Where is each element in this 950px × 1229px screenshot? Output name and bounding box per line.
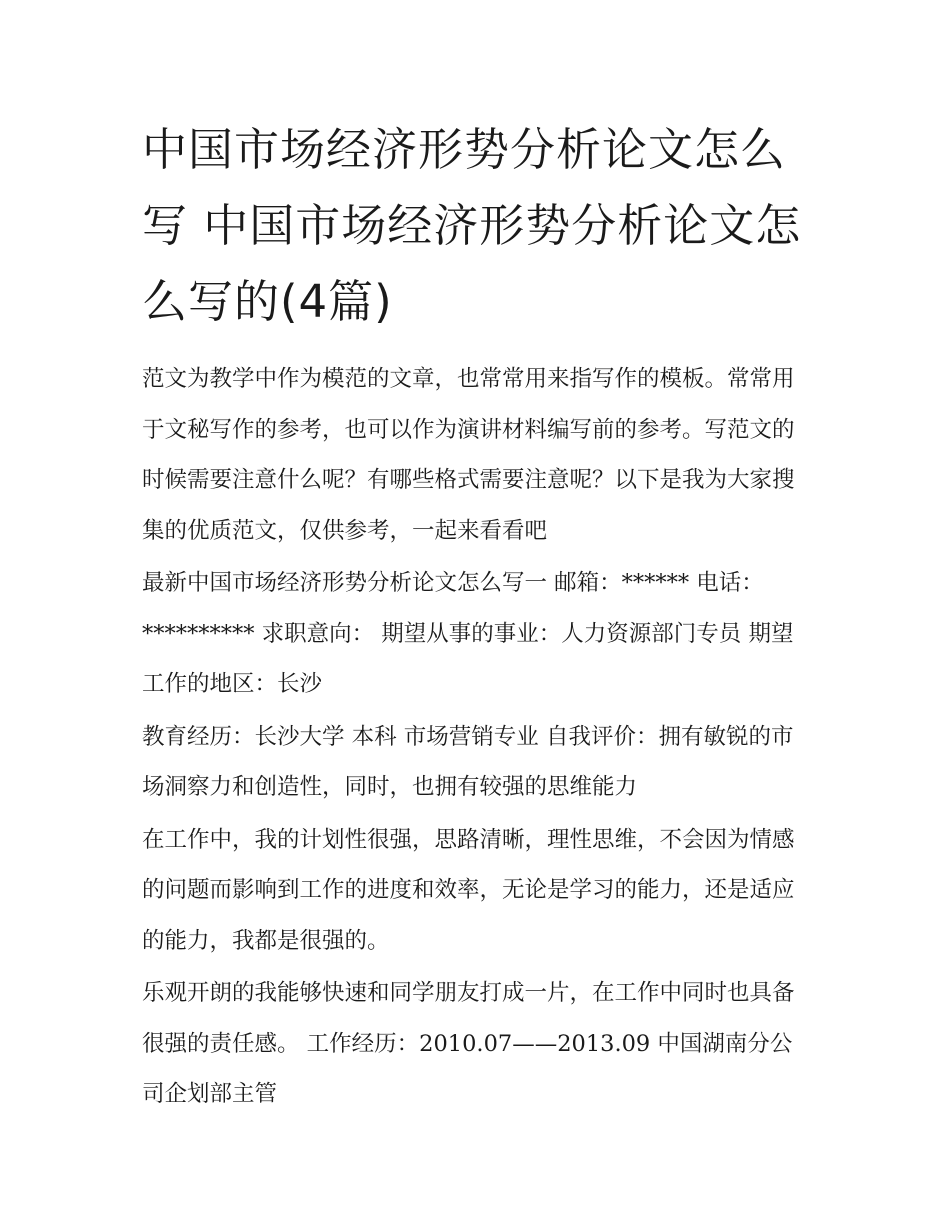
document-title: 中国市场经济形势分析论文怎么写 中国市场经济形势分析论文怎么写的(4篇) [142,123,802,328]
work-style-paragraph: 在工作中，我的计划性很强，思路清晰，理性思维，不会因为情感的问题而影响到工作的进度和效率，无论是学习的能力，还是适应的能力，我都是很强的。 [142,826,795,954]
paragraph-list [142,354,814,1120]
document-body [142,112,814,1122]
intro-paragraph: 范文为教学中作为模范的文章，也常常用来指写作的模板。常常用于文秘写作的参考，也可以作为演讲材料编写前的参考。写范文的时候需要注意什么呢？有哪些格式需要注意呢？以下是我为大家搜集的优质范文，仅供参考，一起来看看吧 [142,366,795,544]
education-paragraph: 教育经历：长沙大学 本科 市场营销专业 自我评价：拥有敏锐的市场洞察力和创造性，同时，也拥有较强的思维能力 [142,723,794,800]
contact-paragraph: 最新中国市场经济形势分析论文怎么写一 邮箱：****** 电话：********** 求职意向： 期望从事的事业：人力资源部门专员 期望工作的地区：长沙 [142,570,794,697]
experience-paragraph: 乐观开朗的我能够快速和同学朋友打成一片，在工作中同时也具备很强的责任感。 工作经历：2010.07——2013.09 中国湖南分公司企划部主管 [142,980,795,1107]
